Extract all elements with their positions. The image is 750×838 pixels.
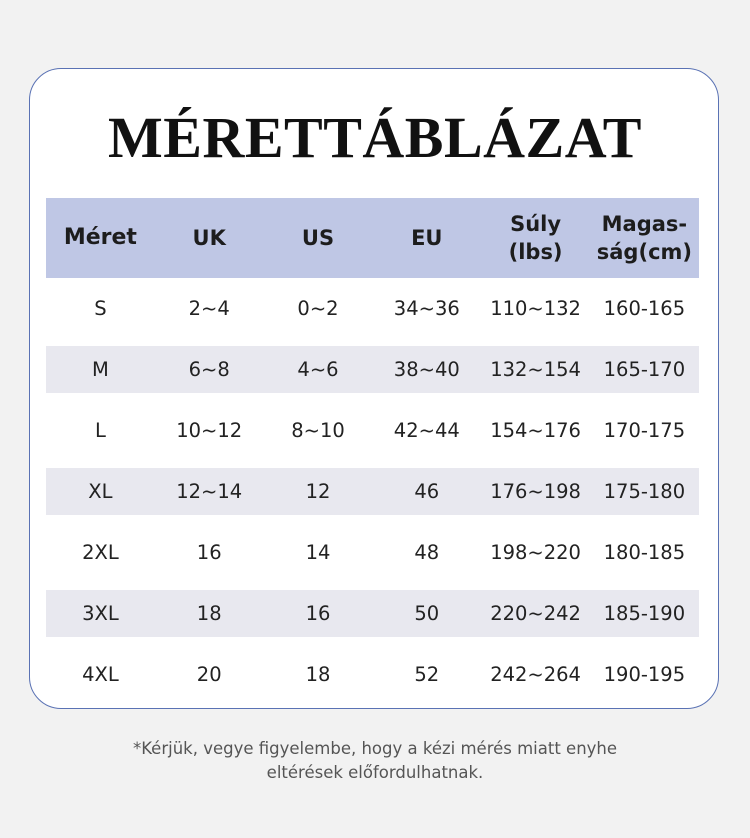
cell-size: M	[91, 358, 109, 381]
cell-size: 3XL	[82, 602, 119, 625]
header-us: US	[301, 226, 335, 250]
cell-height: 160-165	[603, 297, 686, 320]
cell-weight: 176~198	[490, 480, 581, 503]
header-weight: Súly (lbs)	[508, 212, 563, 264]
cell-us: 8~10	[291, 419, 345, 442]
header-uk: UK	[192, 226, 226, 250]
header-eu: EU	[411, 226, 443, 250]
cell-eu: 38~40	[393, 358, 460, 381]
cell-us: 14	[305, 541, 331, 564]
cell-weight: 154~176	[490, 419, 581, 442]
cell-eu: 34~36	[393, 297, 460, 320]
cell-height: 165-170	[603, 358, 686, 381]
size-table	[46, 198, 699, 698]
header-size: Méret	[63, 225, 137, 250]
cell-height: 180-185	[603, 541, 686, 564]
cell-eu: 46	[414, 480, 440, 503]
cell-us: 18	[305, 663, 331, 686]
cell-us: 12	[305, 480, 331, 503]
cell-us: 0~2	[297, 297, 339, 320]
cell-size: L	[94, 419, 106, 442]
cell-uk: 10~12	[176, 419, 243, 442]
cell-us: 4~6	[297, 358, 339, 381]
cell-height: 170-175	[603, 419, 686, 442]
table-row	[46, 285, 699, 332]
table-header-row	[46, 198, 699, 278]
table-row	[46, 651, 699, 698]
table-row	[46, 468, 699, 515]
table-row	[46, 590, 699, 637]
cell-uk: 16	[196, 541, 222, 564]
cell-uk: 20	[196, 663, 222, 686]
measurement-note: *Kérjük, vegye figyelembe, hogy a kézi mérés miatt enyhe eltérések előfordulhatnak.	[132, 739, 618, 782]
header-height: Magas- ság(cm)	[596, 212, 692, 264]
table-row	[46, 407, 699, 454]
cell-uk: 2~4	[188, 297, 230, 320]
cell-eu: 48	[414, 541, 440, 564]
cell-weight: 220~242	[490, 602, 581, 625]
cell-size: XL	[88, 480, 113, 503]
cell-uk: 18	[196, 602, 222, 625]
cell-weight: 242~264	[490, 663, 581, 686]
cell-size: 2XL	[82, 541, 119, 564]
cell-height: 185-190	[603, 602, 686, 625]
cell-uk: 6~8	[188, 358, 230, 381]
table-row	[46, 529, 699, 576]
cell-eu: 52	[414, 663, 440, 686]
cell-size: S	[94, 297, 107, 320]
cell-eu: 50	[414, 602, 440, 625]
page-title: MÉRETTÁBLÁZAT	[108, 105, 642, 170]
cell-uk: 12~14	[176, 480, 243, 503]
cell-us: 16	[305, 602, 331, 625]
cell-weight: 198~220	[490, 541, 581, 564]
cell-height: 190-195	[603, 663, 686, 686]
cell-size: 4XL	[82, 663, 119, 686]
cell-weight: 110~132	[490, 297, 581, 320]
table-row	[46, 346, 699, 393]
cell-height: 175-180	[603, 480, 686, 503]
cell-eu: 42~44	[393, 419, 460, 442]
cell-weight: 132~154	[490, 358, 581, 381]
